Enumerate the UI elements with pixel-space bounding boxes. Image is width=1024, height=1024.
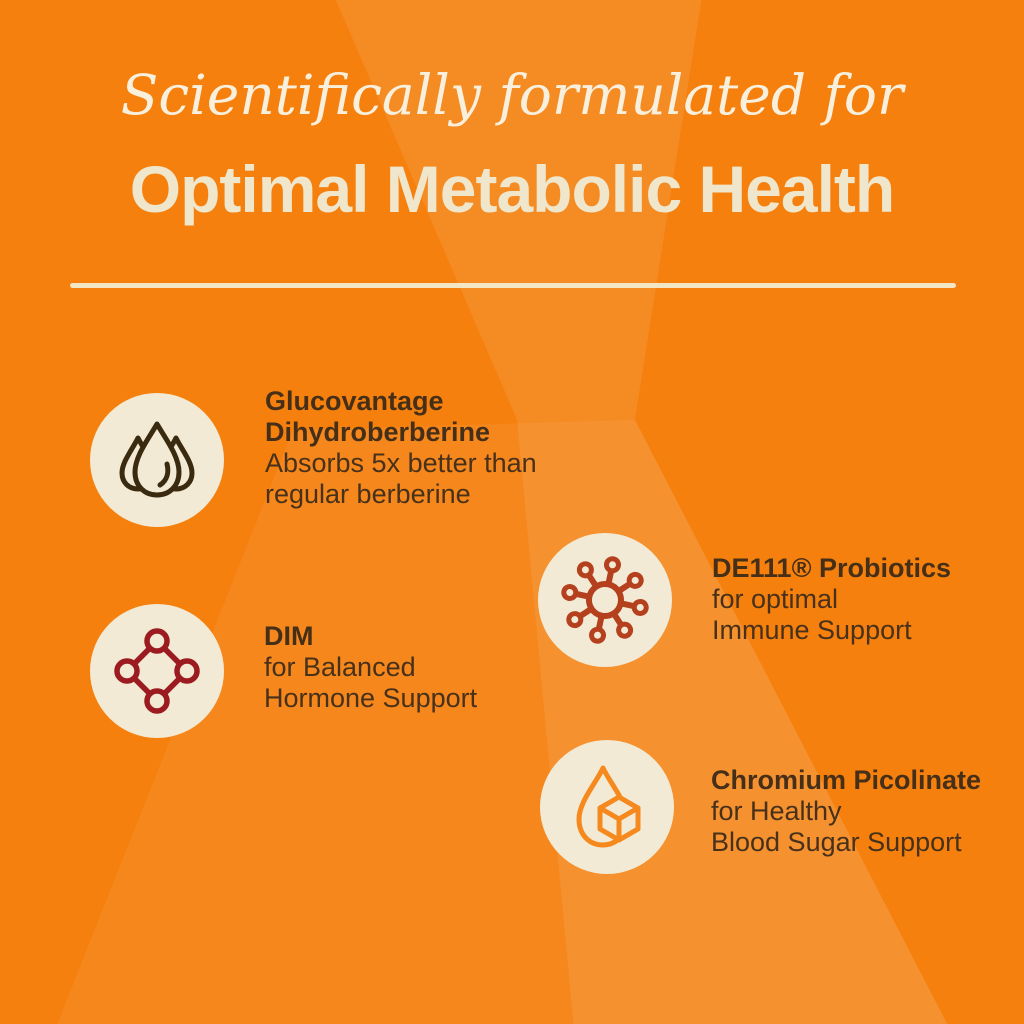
- feature-text-chromium: [711, 765, 981, 858]
- feature-body-line: for optimal: [712, 584, 839, 614]
- feature-text-de111: [712, 553, 951, 646]
- feature-title-line: Glucovantage: [265, 386, 444, 416]
- feature-body-line: Hormone Support: [264, 683, 478, 713]
- feature-circle-chromium: [540, 740, 674, 874]
- feature-title-line: Dihydroberberine: [265, 417, 491, 447]
- feature-circle-dim: [90, 604, 224, 738]
- feature-circle-glucovantage: [90, 393, 224, 527]
- water-drops-icon: [107, 410, 207, 510]
- headline-main: Optimal Metabolic Health: [129, 152, 895, 226]
- probiotic-microbe-icon: [555, 550, 655, 650]
- feature-body-line: Absorbs 5x better than: [265, 448, 537, 478]
- feature-text-glucovantage: [265, 386, 537, 510]
- feature-title-line: DE111® Probiotics: [712, 553, 951, 583]
- headline-script: Scientifically formulated for: [120, 63, 904, 127]
- feature-body-line: Immune Support: [712, 615, 912, 645]
- feature-title-line: DIM: [264, 621, 314, 651]
- feature-text-dim: [264, 621, 477, 714]
- divider-line: [70, 283, 956, 288]
- feature-body-line: for Balanced: [264, 652, 416, 682]
- feature-title-line: Chromium Picolinate: [711, 765, 982, 795]
- feature-body-line: for Healthy: [711, 796, 842, 826]
- droplet-cube-icon: [557, 757, 657, 857]
- feature-body-line: Blood Sugar Support: [711, 827, 962, 857]
- molecule-nodes-icon: [107, 621, 207, 721]
- feature-circle-de111: [538, 533, 672, 667]
- feature-body-line: regular berberine: [265, 479, 471, 509]
